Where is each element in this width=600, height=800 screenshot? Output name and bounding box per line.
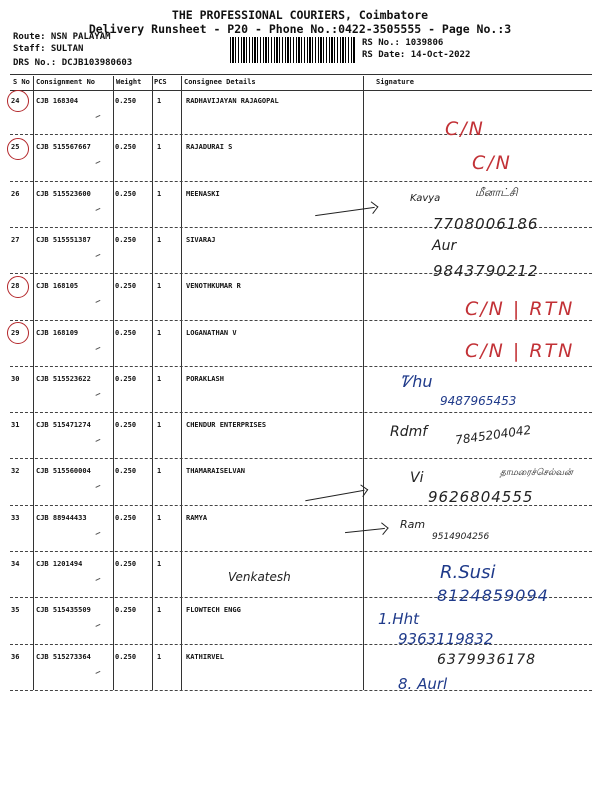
check-tick: [95, 669, 101, 674]
barcode-image: [230, 37, 356, 63]
row-sno: 31: [11, 421, 20, 430]
handwritten-signature: Rdmf: [390, 424, 428, 440]
row-weight: 0.250: [115, 374, 137, 383]
row-weight: 0.250: [115, 513, 137, 522]
row-consignee: LOGANATHAN V: [186, 328, 237, 337]
header-signature: Signature: [376, 78, 414, 86]
row-pcs: 1: [157, 189, 162, 198]
mark-circle: [7, 90, 29, 112]
row-separator: [10, 551, 592, 552]
mark-circle: [7, 276, 29, 298]
row-pcs: 1: [157, 328, 162, 337]
row-consignment-no: CJB 515560004: [36, 467, 91, 476]
handwritten-signature: Ꮴhu: [400, 372, 433, 391]
row-pcs: 1: [157, 282, 162, 291]
row-weight: 0.250: [115, 652, 137, 661]
row-consignment-no: CJB 515567667: [36, 143, 91, 152]
row-sno: 32: [11, 467, 20, 476]
row-consignee: KATHIRVEL: [186, 652, 224, 661]
row-weight: 0.250: [115, 282, 137, 291]
handwritten-signature: 1.Hht: [378, 610, 419, 628]
row-sno: 26: [11, 189, 20, 198]
row-pcs: 1: [157, 421, 162, 430]
row-consignment-no: CJB 168105: [36, 282, 79, 291]
rs-number: RS No.: 1039806: [362, 38, 444, 48]
row-consignment-no: CJB 515273364: [36, 652, 91, 661]
mark-circle: [7, 322, 29, 344]
row-consignment-no: CJB 88944433: [36, 513, 87, 522]
row-pcs: 1: [157, 560, 162, 568]
row-pcs: 1: [157, 97, 162, 105]
row-pcs: 1: [157, 513, 162, 522]
row-separator: [10, 412, 592, 413]
row-consignment-no: CJB 515523622: [36, 374, 91, 383]
rs-date: RS Date: 14-Oct-2022: [362, 50, 471, 60]
row-weight: 0.250: [115, 467, 137, 476]
check-tick: [95, 622, 101, 627]
header-consignment: Consignment No: [36, 78, 96, 86]
row-consignee: FLOWTECH ENGG: [186, 606, 241, 615]
row-sno: 36: [11, 652, 20, 661]
row-sno: 24: [11, 97, 20, 105]
row-consignee: THAMARAISELVAN: [186, 467, 246, 476]
check-tick: [95, 298, 101, 303]
arrow-icon: [305, 490, 364, 502]
handwritten-phone: 7845204042: [454, 422, 532, 448]
row-consignment-no: CJB 168304: [36, 97, 79, 105]
runsheet-title: Delivery Runsheet - P20 - Phone No.:0422-3505555 - Page No.:3: [88, 22, 512, 36]
check-tick: [95, 345, 101, 350]
arrow-icon: [345, 528, 385, 534]
mark-circle: [7, 138, 29, 160]
company-title: THE PROFESSIONAL COURIERS, Coimbatore: [171, 8, 429, 22]
row-separator: [10, 458, 592, 459]
row-separator: [10, 134, 592, 135]
header-weight: Weight: [116, 78, 142, 86]
row-consignment-no: CJB 515471274: [36, 421, 91, 430]
row-sno: 25: [11, 143, 20, 152]
handwritten-phone: 9843790212: [433, 262, 539, 280]
arrow-icon: [315, 207, 375, 217]
row-consignment-no: CJB 515523600: [36, 189, 91, 198]
handwritten-tamil-name: தாமரைச்செல்வன்: [500, 468, 573, 478]
handwritten-signature: R.Susi: [440, 562, 496, 583]
row-pcs: 1: [157, 467, 162, 476]
row-consignee: RAMYA: [186, 513, 208, 522]
check-tick: [95, 113, 101, 118]
row-pcs: 1: [157, 235, 162, 244]
row-weight: 0.250: [115, 235, 137, 244]
row-consignee: CHENDUR ENTERPRISES: [186, 421, 267, 430]
header-consignee: Consignee Details: [184, 78, 256, 86]
handwritten-cn-mark: C/N: [445, 118, 485, 140]
row-consignment-no: CJB 168109: [36, 328, 79, 337]
row-weight: 0.250: [115, 328, 137, 337]
handwritten-name: Kavya: [410, 193, 441, 204]
header-pcs: PCS: [154, 78, 167, 86]
row-weight: 0.250: [115, 189, 137, 198]
row-weight: 0.250: [115, 143, 137, 152]
handwritten-phone: 7708006186: [433, 215, 539, 233]
row-weight: 0.250: [115, 97, 137, 105]
row-weight: 0.250: [115, 606, 137, 615]
handwritten-phone: 8124859094: [437, 586, 549, 605]
table-header-rule: [10, 90, 592, 91]
table-top-rule: [10, 74, 592, 75]
route-label: Route: NSN PALAYAM: [13, 32, 111, 42]
check-tick: [95, 206, 101, 211]
handwritten-phone: 9626804555: [428, 488, 534, 506]
handwritten-cn-rtn-mark: C/N | RTN: [465, 340, 575, 362]
check-tick: [95, 530, 101, 535]
row-consignment-no: CJB 515551387: [36, 235, 91, 244]
row-consignment-no: CJB 1201494: [36, 560, 83, 568]
handwritten-signature: Aur: [432, 238, 457, 254]
staff-label: Staff: SULTAN: [13, 44, 84, 54]
handwritten-signature: Vi: [410, 470, 424, 486]
header-sno: S No: [13, 78, 30, 86]
check-tick: [95, 437, 101, 442]
check-tick: [95, 159, 101, 164]
handwritten-phone: 9514904256: [432, 532, 490, 542]
handwritten-phone: 6379936178: [437, 652, 537, 668]
row-pcs: 1: [157, 652, 162, 661]
handwritten-cn-mark: C/N: [472, 152, 512, 174]
handwritten-signature: 8. Aurl: [398, 675, 448, 693]
row-sno: 27: [11, 235, 20, 244]
handwritten-phone: 9363119832: [398, 630, 494, 648]
row-pcs: 1: [157, 374, 162, 383]
handwritten-signature: Ram: [400, 518, 426, 531]
row-weight: 0.250: [115, 560, 137, 568]
row-consignee: MEENASKI: [186, 189, 220, 198]
row-weight: 0.250: [115, 421, 137, 430]
row-consignment-no: CJB 515435509: [36, 606, 91, 615]
check-tick: [95, 252, 101, 257]
row-sno: 30: [11, 374, 20, 383]
row-consignee: SIVARAJ: [186, 235, 216, 244]
row-pcs: 1: [157, 143, 162, 152]
check-tick: [95, 576, 101, 581]
handwritten-tamil-name: மீனாட்சி: [475, 186, 518, 199]
row-separator: [10, 644, 592, 645]
row-sno: 34: [11, 560, 20, 568]
row-separator: [10, 181, 592, 182]
row-consignee: VENOTHKUMAR R: [186, 282, 241, 291]
row-sno: 29: [11, 328, 20, 337]
row-consignee: RAJADURAI S: [186, 143, 233, 152]
row-consignee: RADHAVIJAYAN RAJAGOPAL: [186, 97, 279, 105]
handwritten-name: Venkatesh: [228, 570, 291, 584]
drs-number: DRS No.: DCJB103980603: [13, 58, 133, 68]
check-tick: [95, 391, 101, 396]
row-pcs: 1: [157, 606, 162, 615]
row-consignee: PORAKLASH: [186, 374, 224, 383]
handwritten-cn-rtn-mark: C/N | RTN: [465, 298, 575, 320]
row-sno: 28: [11, 282, 20, 291]
row-sno: 35: [11, 606, 20, 615]
row-separator: [10, 690, 592, 691]
check-tick: [95, 483, 101, 488]
handwritten-phone: 9487965453: [440, 394, 517, 408]
row-separator: [10, 366, 592, 367]
row-sno: 33: [11, 513, 20, 522]
